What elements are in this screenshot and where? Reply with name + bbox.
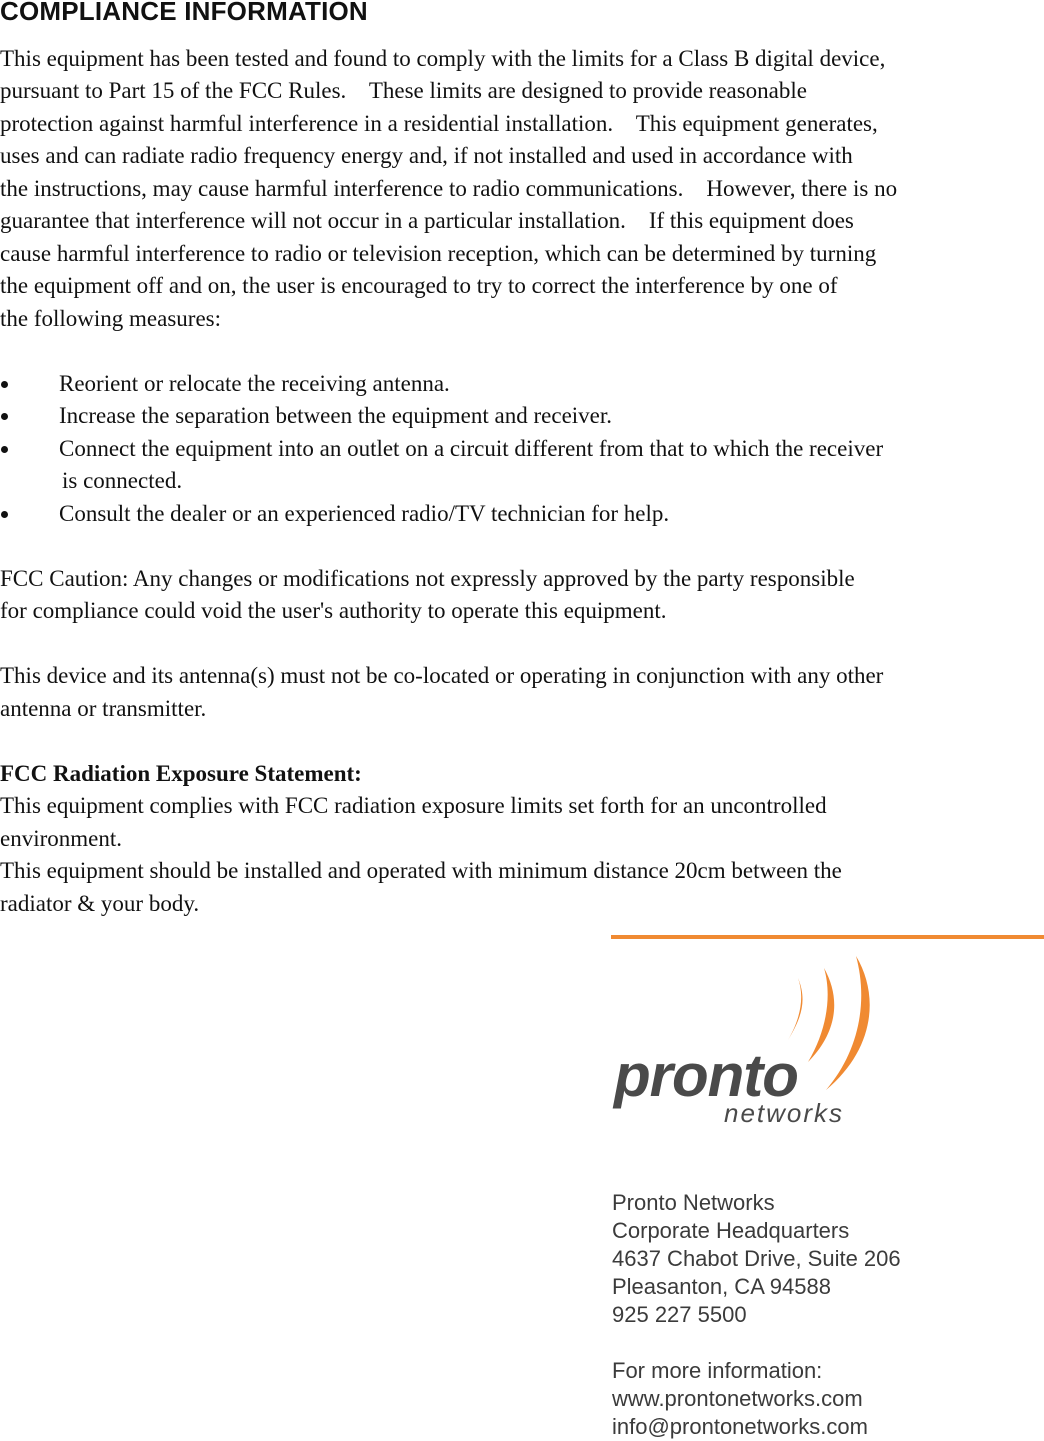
colocation-line: This device and its antenna(s) must not be co-located or operating in conjunction with any other (0, 663, 884, 688)
paragraph-line: the following measures: (0, 306, 222, 331)
radiation-title: FCC Radiation Exposure Statement: (0, 761, 362, 786)
radiation-line: radiator & your body. (0, 891, 200, 916)
paragraph-line: uses and can radiate radio frequency energy and, if not installed and used in accordance with (0, 143, 853, 168)
logo-word: pronto (614, 1042, 798, 1109)
caution-line: FCC Caution: Any changes or modifications not expressly approved by the party responsible (0, 566, 855, 591)
bullet-icon (1, 381, 8, 388)
logo-subword: networks (724, 1098, 845, 1128)
paragraph-line: the equipment off and on, the user is encouraged to try to correct the interference by one of (0, 273, 838, 298)
list-item: Consult the dealer or an experienced radio/TV technician for help. (59, 501, 670, 526)
logo-flame-2 (808, 968, 834, 1062)
list-item: Reorient or relocate the receiving antenna. (59, 371, 450, 396)
paragraph-line: This equipment has been tested and found to comply with the limits for a Class B digital device, (0, 46, 886, 71)
logo-flame-3 (826, 956, 870, 1090)
contact-company: Pronto Networks (612, 1190, 775, 1215)
paragraph-line: the instructions, may cause harmful interference to radio communications. However, there is no (0, 176, 898, 201)
radiation-line: environment. (0, 826, 122, 851)
contact-line: Corporate Headquarters (612, 1218, 850, 1243)
radiation-line: This equipment complies with FCC radiation exposure limits set forth for an uncontrolled (0, 793, 827, 818)
list-item: Increase the separation between the equipment and receiver. (59, 403, 613, 428)
paragraph-line: protection against harmful interference in a residential installation. This equipment generates, (0, 111, 878, 136)
divider-rule (611, 935, 1044, 939)
page-title: COMPLIANCE INFORMATION (0, 0, 368, 26)
paragraph-line: guarantee that interference will not occur in a particular installation. If this equipment does (0, 208, 854, 233)
contact-city: Pleasanton, CA 94588 (612, 1274, 831, 1299)
bullet-icon (1, 446, 8, 453)
email-link[interactable]: info@prontonetworks.com (612, 1414, 868, 1439)
bullet-icon (1, 413, 8, 420)
list-item-continuation: is connected. (62, 468, 183, 493)
logo-flame-1 (788, 978, 803, 1040)
contact-address: 4637 Chabot Drive, Suite 206 (612, 1246, 901, 1271)
pronto-networks-logo (612, 950, 882, 1130)
website-link[interactable]: www.prontonetworks.com (612, 1386, 863, 1411)
bullet-icon (1, 511, 8, 518)
list-item: Connect the equipment into an outlet on a circuit different from that to which the receiver (59, 436, 884, 461)
contact-phone: 925 227 5500 (612, 1302, 747, 1327)
colocation-line: antenna or transmitter. (0, 696, 207, 721)
more-info-label: For more information: (612, 1358, 823, 1383)
caution-line: for compliance could void the user's authority to operate this equipment. (0, 598, 667, 623)
radiation-line: This equipment should be installed and operated with minimum distance 20cm between the (0, 858, 842, 883)
paragraph-line: pursuant to Part 15 of the FCC Rules. These limits are designed to provide reasonable (0, 78, 807, 103)
paragraph-line: cause harmful interference to radio or television reception, which can be determined by turning (0, 241, 877, 266)
